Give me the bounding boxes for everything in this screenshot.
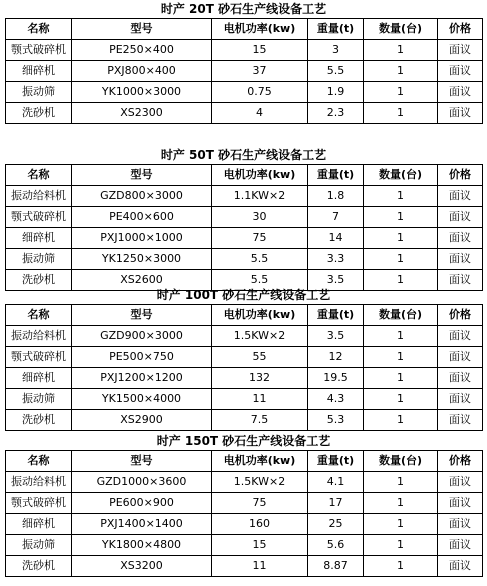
cell-name: 洗砂机 [6,556,72,577]
column-header-price: 价格 [438,305,483,326]
table-row [6,82,483,103]
spec-section [0,286,487,432]
cell-quantity: 1 [364,270,438,291]
cell-weight: 2.3 [308,103,364,124]
table-row [6,514,483,535]
cell-weight: 3 [308,40,364,61]
cell-name: 振动筛 [6,389,72,410]
cell-name: 颚式破碎机 [6,347,72,368]
cell-model: PE250×400 [72,40,212,61]
cell-name: 细碎机 [6,368,72,389]
column-header-model: 型号 [72,19,212,40]
cell-price: 面议 [438,410,483,431]
cell-price: 面议 [438,40,483,61]
cell-price: 面议 [438,82,483,103]
cell-price: 面议 [438,389,483,410]
column-header-weight: 重量(t) [308,305,364,326]
section-title: 时产 20T 砂石生产线设备工艺 [160,2,327,16]
cell-power: 0.75 [212,82,308,103]
column-header-name: 名称 [6,165,72,186]
table-row [6,326,483,347]
spec-section [0,0,487,146]
cell-power: 11 [212,556,308,577]
cell-power: 15 [212,535,308,556]
cell-model: PE600×900 [72,493,212,514]
column-header-model: 型号 [72,165,212,186]
table-row [6,61,483,82]
cell-weight: 1.9 [308,82,364,103]
cell-quantity: 1 [364,82,438,103]
cell-quantity: 1 [364,389,438,410]
column-header-name: 名称 [6,451,72,472]
cell-model: GZD800×3000 [72,186,212,207]
cell-price: 面议 [438,61,483,82]
table-row [6,410,483,431]
cell-model: YK1250×3000 [72,249,212,270]
cell-name: 振动给料机 [6,326,72,347]
table-row [6,207,483,228]
cell-power: 75 [212,493,308,514]
cell-weight: 25 [308,514,364,535]
cell-power: 11 [212,389,308,410]
column-header-quantity: 数量(台) [364,165,438,186]
cell-name: 细碎机 [6,228,72,249]
spec-table [5,450,483,577]
cell-model: YK1500×4000 [72,389,212,410]
cell-price: 面议 [438,249,483,270]
column-header-power: 电机功率(kw) [212,451,308,472]
table-row [6,103,483,124]
table-row [6,472,483,493]
cell-power: 15 [212,40,308,61]
cell-model: PXJ800×400 [72,61,212,82]
column-header-power: 电机功率(kw) [212,305,308,326]
cell-price: 面议 [438,368,483,389]
column-header-quantity: 数量(台) [364,451,438,472]
column-header-price: 价格 [438,19,483,40]
cell-weight: 19.5 [308,368,364,389]
cell-weight: 1.8 [308,186,364,207]
section-title: 时产 150T 砂石生产线设备工艺 [156,434,331,448]
cell-name: 颚式破碎机 [6,493,72,514]
cell-power: 160 [212,514,308,535]
column-header-power: 电机功率(kw) [212,19,308,40]
cell-power: 37 [212,61,308,82]
table-row [6,556,483,577]
cell-model: XS2600 [72,270,212,291]
cell-quantity: 1 [364,326,438,347]
cell-price: 面议 [438,535,483,556]
table-row [6,249,483,270]
cell-quantity: 1 [364,347,438,368]
cell-model: XS3200 [72,556,212,577]
cell-quantity: 1 [364,556,438,577]
cell-name: 振动给料机 [6,472,72,493]
cell-price: 面议 [438,514,483,535]
cell-quantity: 1 [364,249,438,270]
cell-quantity: 1 [364,535,438,556]
spec-table [5,18,483,124]
cell-weight: 3.3 [308,249,364,270]
cell-power: 55 [212,347,308,368]
table-row [6,228,483,249]
cell-price: 面议 [438,556,483,577]
cell-power: 4 [212,103,308,124]
cell-price: 面议 [438,228,483,249]
header-row [6,19,483,40]
cell-model: YK1000×3000 [72,82,212,103]
cell-price: 面议 [438,347,483,368]
cell-quantity: 1 [364,40,438,61]
cell-name: 细碎机 [6,514,72,535]
column-header-model: 型号 [72,305,212,326]
cell-model: PXJ1400×1400 [72,514,212,535]
cell-price: 面议 [438,493,483,514]
cell-power: 1.5KW×2 [212,472,308,493]
table-row [6,40,483,61]
cell-quantity: 1 [364,514,438,535]
column-header-power: 电机功率(kw) [212,165,308,186]
column-header-weight: 重量(t) [308,19,364,40]
header-row [6,165,483,186]
cell-name: 洗砂机 [6,103,72,124]
cell-power: 1.5KW×2 [212,326,308,347]
table-row [6,347,483,368]
header-row [6,305,483,326]
cell-name: 洗砂机 [6,410,72,431]
cell-model: PXJ1200×1200 [72,368,212,389]
cell-model: PE400×600 [72,207,212,228]
cell-price: 面议 [438,186,483,207]
cell-power: 132 [212,368,308,389]
cell-power: 30 [212,207,308,228]
column-header-model: 型号 [72,451,212,472]
cell-weight: 4.1 [308,472,364,493]
column-header-weight: 重量(t) [308,451,364,472]
spec-table [5,164,483,291]
cell-quantity: 1 [364,207,438,228]
column-header-name: 名称 [6,19,72,40]
cell-power: 75 [212,228,308,249]
cell-weight: 5.6 [308,535,364,556]
cell-weight: 5.3 [308,410,364,431]
column-header-price: 价格 [438,165,483,186]
cell-model: PE500×750 [72,347,212,368]
section-title: 时产 100T 砂石生产线设备工艺 [156,288,331,302]
cell-model: PXJ1000×1000 [72,228,212,249]
cell-weight: 8.87 [308,556,364,577]
table-row [6,186,483,207]
cell-model: YK1800×4800 [72,535,212,556]
cell-weight: 17 [308,493,364,514]
cell-price: 面议 [438,472,483,493]
cell-weight: 7 [308,207,364,228]
cell-name: 振动给料机 [6,186,72,207]
cell-weight: 14 [308,228,364,249]
cell-price: 面议 [438,270,483,291]
cell-power: 5.5 [212,270,308,291]
cell-power: 5.5 [212,249,308,270]
column-header-price: 价格 [438,451,483,472]
cell-model: GZD900×3000 [72,326,212,347]
cell-model: XS2900 [72,410,212,431]
cell-weight: 3.5 [308,270,364,291]
table-row [6,389,483,410]
cell-weight: 4.3 [308,389,364,410]
cell-quantity: 1 [364,186,438,207]
cell-power: 7.5 [212,410,308,431]
cell-name: 振动筛 [6,82,72,103]
cell-name: 振动筛 [6,249,72,270]
cell-weight: 12 [308,347,364,368]
spec-section [0,146,487,286]
cell-name: 振动筛 [6,535,72,556]
spec-table [5,304,483,431]
cell-power: 1.1KW×2 [212,186,308,207]
cell-weight: 5.5 [308,61,364,82]
cell-price: 面议 [438,326,483,347]
cell-quantity: 1 [364,410,438,431]
column-header-name: 名称 [6,305,72,326]
cell-quantity: 1 [364,368,438,389]
cell-name: 细碎机 [6,61,72,82]
cell-model: GZD1000×3600 [72,472,212,493]
table-row [6,493,483,514]
cell-name: 颚式破碎机 [6,207,72,228]
cell-model: XS2300 [72,103,212,124]
table-row [6,368,483,389]
column-header-quantity: 数量(台) [364,305,438,326]
cell-name: 颚式破碎机 [6,40,72,61]
table-row [6,535,483,556]
header-row [6,451,483,472]
cell-quantity: 1 [364,228,438,249]
cell-price: 面议 [438,207,483,228]
spec-section [0,432,487,586]
cell-quantity: 1 [364,103,438,124]
cell-price: 面议 [438,103,483,124]
cell-quantity: 1 [364,493,438,514]
section-title: 时产 50T 砂石生产线设备工艺 [160,148,327,162]
cell-name: 洗砂机 [6,270,72,291]
column-header-quantity: 数量(台) [364,19,438,40]
cell-quantity: 1 [364,472,438,493]
cell-quantity: 1 [364,61,438,82]
column-header-weight: 重量(t) [308,165,364,186]
cell-weight: 3.5 [308,326,364,347]
